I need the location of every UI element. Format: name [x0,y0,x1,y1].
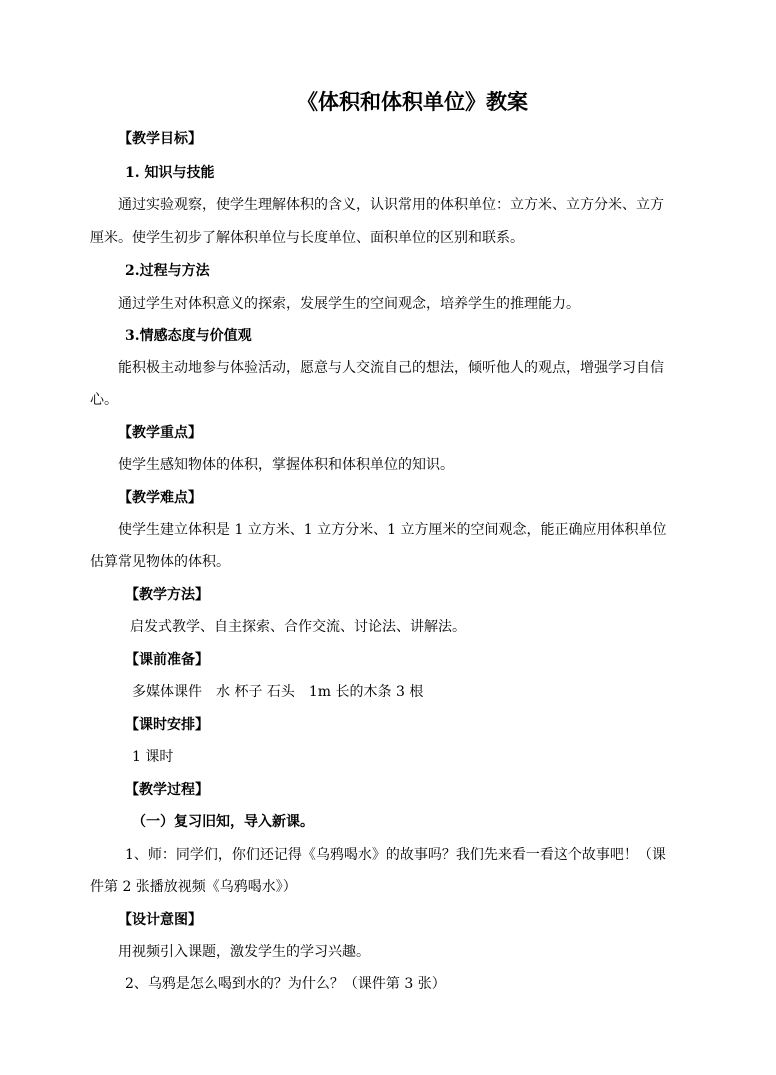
attitude-paragraph-line-1: 能积极主动地参与体验活动，愿意与人交流自己的想法，倾听他人的观点，增强学习自信 [118,360,664,376]
step-two-paragraph: 2、乌鸦是怎么喝到水的？为什么？（课件第 3 张） [125,976,446,992]
process-method-paragraph: 通过学生对体积意义的探索，发展学生的空间观念，培养学生的推理能力。 [118,296,580,312]
attitude-heading: 3.情感态度与价值观 [125,328,252,344]
teaching-method-heading: 【教学方法】 [125,587,209,603]
step-one-paragraph-line-2: 件第 2 张播放视频《乌鸦喝水》） [90,879,297,895]
key-points-paragraph: 使学生感知物体的体积，掌握体积和体积单位的知识。 [118,457,454,473]
preparation-heading: 【课前准备】 [125,652,209,668]
knowledge-heading: 1. 知识与技能 [125,165,215,181]
attitude-paragraph-line-2: 心。 [90,392,118,408]
objectives-heading: 【教学目标】 [118,131,202,147]
difficulty-paragraph-line-1: 使学生建立体积是 1 立方米、1 立方分米、1 立方厘米的空间观念，能正确应用体积单位 [118,522,667,538]
design-intent-paragraph: 用视频引入课题，激发学生的学习兴趣。 [118,944,370,960]
document-title: 《体积和体积单位》教案 [297,89,528,114]
difficulty-heading: 【教学难点】 [118,490,202,506]
process-method-heading: 2.过程与方法 [125,263,210,279]
key-points-heading: 【教学重点】 [118,425,202,441]
step-one-heading: （一）复习旧知，导入新课。 [132,814,314,830]
teaching-process-heading: 【教学过程】 [125,782,209,798]
knowledge-paragraph-line-1: 通过实验观察，使学生理解体积的含义，认识常用的体积单位：立方米、立方分米、立方 [118,197,664,213]
schedule-heading: 【课时安排】 [125,717,209,733]
difficulty-paragraph-line-2: 估算常见物体的体积。 [90,554,230,570]
teaching-method-paragraph: 启发式教学、自主探索、合作交流、讨论法、讲解法。 [130,619,466,635]
step-one-paragraph-line-1: 1、师：同学们，你们还记得《乌鸦喝水》的故事吗？我们先来看一看这个故事吧！（课 [125,847,666,863]
knowledge-paragraph-line-2: 厘米。使学生初步了解体积单位与长度单位、面积单位的区别和联系。 [90,230,524,246]
design-intent-heading: 【设计意图】 [118,912,202,928]
preparation-paragraph: 多媒体课件 水 杯子 石头 1m 长的木条 3 根 [132,684,424,700]
schedule-paragraph: 1 课时 [132,749,174,765]
